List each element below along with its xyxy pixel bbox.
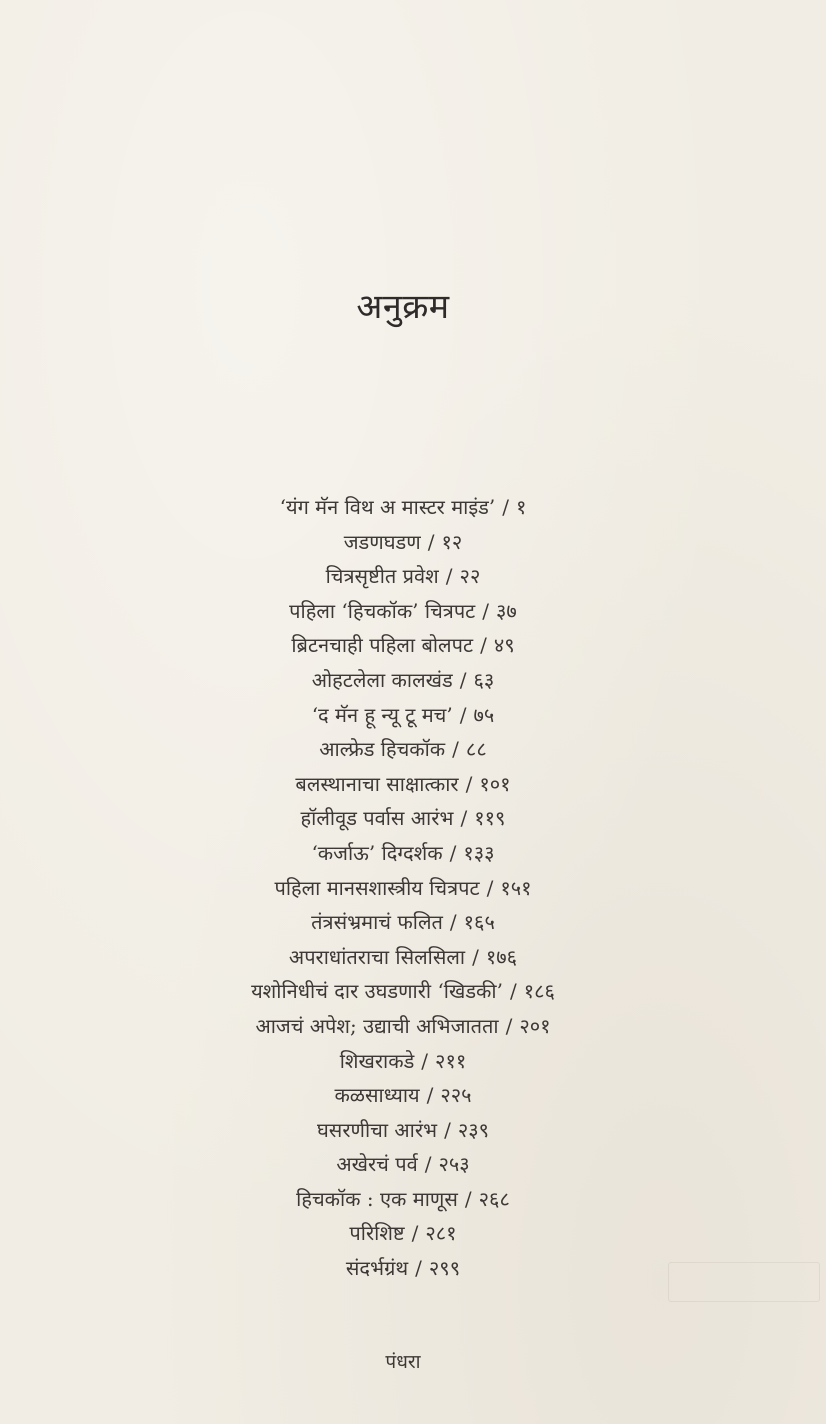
toc-entry-page-number: १७६ (485, 944, 518, 969)
page-number-footer: पंधरा (385, 1351, 421, 1373)
toc-entry (0, 767, 806, 802)
toc-separator: / (465, 771, 473, 796)
toc-entry-page-number: ६३ (473, 667, 495, 692)
toc-entry (0, 1113, 806, 1148)
toc-entry-title: चित्रसृष्टीत प्रवेश (325, 564, 439, 589)
toc-entry-page-number: २६८ (478, 1186, 510, 1211)
toc-entry-title: अखेरचं पर्व (336, 1152, 418, 1177)
toc-separator: / (502, 495, 509, 519)
table-of-contents (0, 490, 806, 1286)
toc-entry (0, 940, 806, 975)
toc-entry (0, 836, 806, 871)
toc-entry-page-number: ७५ (473, 702, 495, 727)
toc-separator: / (509, 979, 517, 1004)
toc-entry (0, 732, 806, 767)
toc-entry-title: ब्रिटनचाही पहिला बोलपट (291, 633, 474, 658)
toc-entry-page-number: २२५ (440, 1083, 472, 1108)
toc-entry-title: हॉलीवूड पर्वास आरंभ (300, 806, 454, 831)
toc-separator: / (505, 1013, 513, 1038)
toc-separator: / (415, 1256, 422, 1281)
toc-entry-title: तंत्रसंभ्रमाचं फलित (311, 910, 443, 935)
toc-separator: / (424, 1152, 432, 1177)
toc-separator: / (486, 875, 494, 900)
toc-separator: / (449, 840, 457, 865)
toc-entry-title: आल्फ्रेड हिचकॉक (319, 737, 446, 762)
toc-entry (0, 525, 806, 560)
toc-entry-page-number: २०१ (519, 1013, 551, 1038)
toc-separator: / (464, 1186, 472, 1211)
page-title: अनुक्रम (356, 287, 450, 327)
toc-separator: / (480, 633, 487, 658)
toc-entry-title: परिशिष्ट (349, 1221, 405, 1246)
toc-entry-title: घसरणीचा आरंभ (316, 1117, 438, 1142)
toc-entry-title: बलस्थानाचा साक्षात्कार (295, 771, 459, 796)
toc-entry (0, 1009, 806, 1044)
toc-separator: / (426, 1083, 434, 1108)
toc-entry-page-number: १८६ (523, 979, 555, 1004)
toc-entry-title: जडणघडण (343, 529, 421, 554)
toc-separator: / (459, 667, 467, 692)
toc-separator: / (421, 1048, 429, 1073)
toc-entry (0, 1044, 806, 1079)
toc-entry (0, 974, 806, 1009)
toc-entry-page-number: १२ (441, 529, 463, 554)
toc-entry-page-number: ८८ (465, 737, 487, 762)
toc-separator: / (449, 910, 457, 935)
toc-separator: / (482, 598, 490, 623)
toc-entry-title: आजचं अपेश; उद्याची अभिजातता (255, 1013, 499, 1038)
toc-entry-page-number: २२ (459, 564, 481, 589)
toc-entry-page-number: १६५ (463, 910, 495, 935)
toc-entry-title: पहिला ‘हिचकॉक’ चित्रपट (289, 598, 476, 623)
toc-entry-page-number: २८१ (425, 1221, 457, 1246)
toc-entry (0, 698, 806, 733)
toc-entry-page-number: १५१ (500, 875, 532, 900)
toc-separator: / (459, 702, 467, 727)
toc-entry-title: हिचकॉक : एक माणूस (296, 1186, 458, 1211)
toc-entry-title: कळसाध्याय (334, 1083, 420, 1108)
toc-entry-title: ‘द मॅन हू न्यू टू मच’ (311, 702, 453, 727)
toc-entry-page-number: १ (515, 495, 527, 519)
toc-entry (0, 490, 806, 525)
toc-entry (0, 594, 806, 629)
toc-entry (0, 1216, 806, 1251)
toc-entry-title: यशोनिधीचं दार उघडणारी ‘खिडकी’ (251, 979, 503, 1004)
toc-entry (0, 801, 806, 836)
toc-entry (0, 871, 806, 906)
toc-entry-title: ‘यंग मॅन विथ अ मास्टर माइंड’ (279, 495, 496, 519)
toc-separator: / (452, 737, 459, 762)
toc-separator: / (460, 806, 468, 831)
toc-entry-title: संदर्भग्रंथ (345, 1256, 409, 1281)
toc-entry-page-number: २३९ (457, 1117, 490, 1142)
toc-entry-title: शिखराकडे (339, 1048, 415, 1073)
toc-separator: / (427, 529, 435, 554)
toc-entry-page-number: ११९ (474, 806, 506, 831)
toc-separator: / (411, 1221, 419, 1246)
toc-entry-title: ‘कर्जाऊ’ दिग्दर्शक (311, 840, 443, 865)
toc-entry-page-number: २५३ (438, 1152, 470, 1177)
toc-entry-title: अपराधांतराचा सिलसिला (288, 944, 466, 969)
toc-entry (0, 628, 806, 663)
toc-entry-page-number: २११ (435, 1048, 467, 1073)
toc-entry (0, 1078, 806, 1113)
toc-entry (0, 559, 806, 594)
toc-entry (0, 1147, 806, 1182)
toc-entry-title: पहिला मानसशास्त्रीय चित्रपट (274, 875, 480, 900)
toc-entry (0, 1251, 806, 1286)
toc-entry-page-number: १३३ (463, 840, 495, 865)
toc-entry-title: ओहटलेला कालखंड (311, 667, 453, 692)
toc-entry-page-number: १०१ (479, 771, 511, 796)
toc-separator: / (472, 944, 479, 969)
toc-entry-page-number: ४९ (493, 633, 515, 658)
toc-entry-page-number: २९९ (428, 1256, 461, 1281)
toc-entry (0, 663, 806, 698)
toc-entry-page-number: ३७ (496, 598, 517, 623)
toc-entry (0, 905, 806, 940)
toc-entry (0, 1182, 806, 1217)
toc-separator: / (445, 564, 453, 589)
toc-separator: / (444, 1117, 451, 1142)
